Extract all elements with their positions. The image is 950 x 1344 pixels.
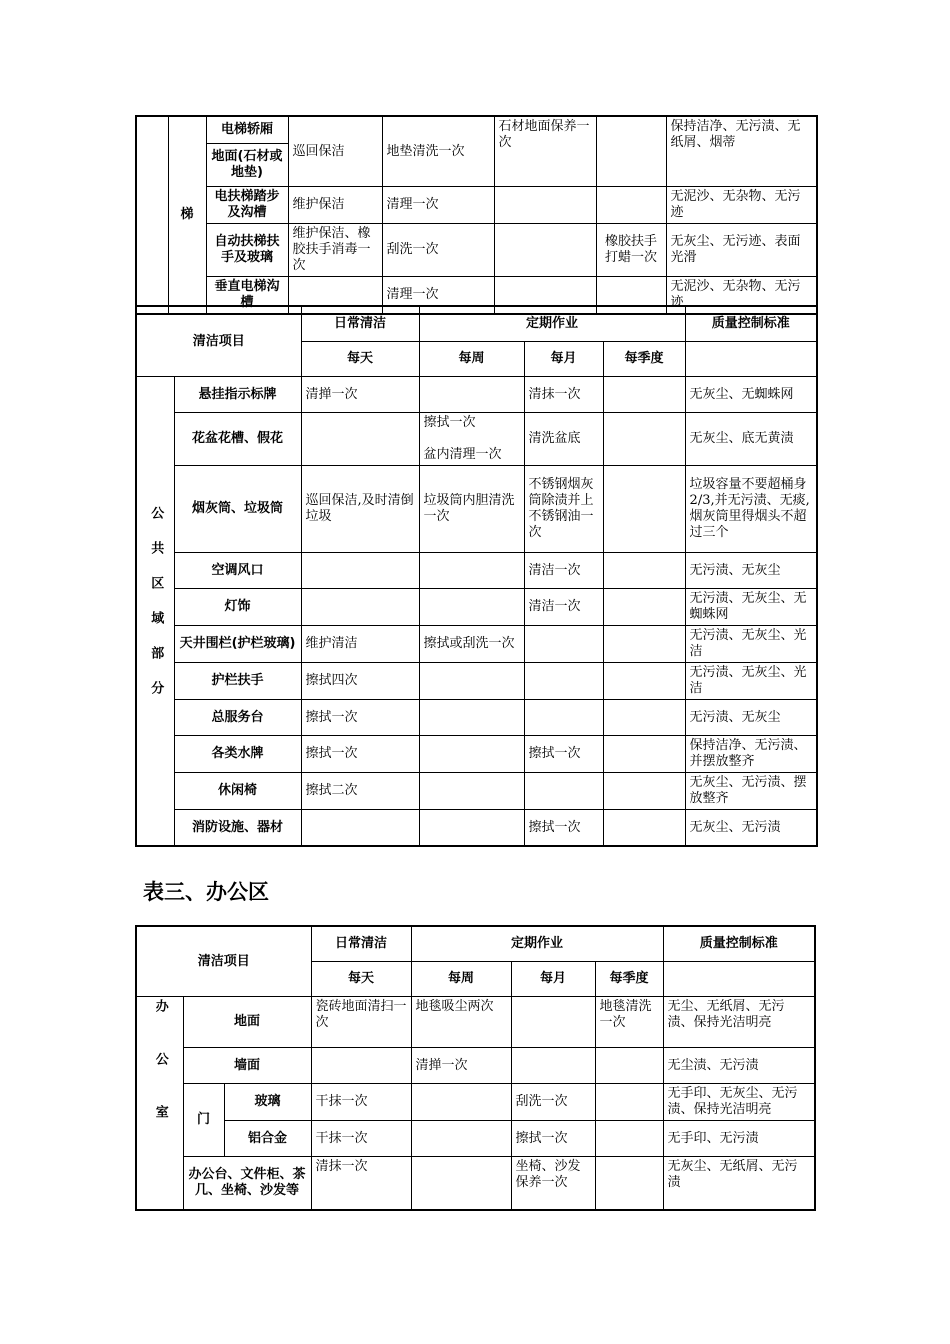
daily-cell: 瓷砖地面清扫一次 [311,997,411,1048]
header-periodic-group: 定期作业 [411,926,663,962]
monthly-cell [494,224,596,277]
monthly-cell: 清抹一次 [524,377,603,413]
monthly-cell: 清洁一次 [524,589,603,626]
weekly-cell [411,1121,511,1157]
standard-cell: 无手印、无灰尘、无污渍、保持光洁明亮 [663,1084,815,1121]
weekly-cell [411,1157,511,1211]
quarterly-cell [603,413,685,466]
office-cleaning-table [135,925,816,1211]
quarterly-cell [603,773,685,810]
monthly-cell: 刮洗一次 [511,1084,595,1121]
quarterly-cell [595,1157,663,1211]
quarterly-cell [603,663,685,700]
header-blank [685,342,817,377]
standard-cell: 无灰尘、无污迹、表面光滑 [666,224,817,277]
row-item: 空调风口 [174,553,301,589]
row-item: 护栏扶手 [174,663,301,700]
standard-cell: 无灰尘、无污渍、摆放整齐 [685,773,817,810]
monthly-cell: 清洗盆底 [524,413,603,466]
quarterly-cell [603,626,685,663]
elevator-cleaning-table [135,115,818,315]
group-label-public-area [136,377,174,847]
weekly-cell [419,663,524,700]
header-blank [663,962,815,997]
weekly-cell [419,810,524,847]
header-daily-group: 日常清洁 [311,926,411,962]
standard-cell: 无泥沙、无杂物、无污迹 [666,187,817,224]
group-label-text: 办公室 [152,999,168,1158]
standard-cell: 无污渍、无灰尘、无蜘蛛网 [685,589,817,626]
daily-cell: 巡回保洁 [288,116,382,187]
monthly-cell [524,773,603,810]
row-item: 墙面 [183,1048,311,1084]
row-item: 休闲椅 [174,773,301,810]
weekly-cell [419,377,524,413]
header-cleaning-item: 清洁项目 [136,306,301,377]
monthly-cell [511,1048,595,1084]
daily-cell: 维护清洁 [301,626,419,663]
standard-cell: 无灰尘、无蜘蛛网 [685,377,817,413]
header-daily: 每天 [301,342,419,377]
standard-cell: 垃圾容量不要超桶身2/3,并无污渍、无痰,烟灰筒里得烟头不超过三个 [685,466,817,553]
weekly-cell: 地毯吸尘两次 [411,997,511,1048]
daily-cell: 维护保洁 [288,187,382,224]
weekly-cell [419,773,524,810]
standard-cell: 无污渍、无灰尘、光洁 [685,663,817,700]
monthly-cell [494,187,596,224]
standard-cell: 无灰尘、无纸屑、无污渍 [663,1157,815,1211]
section-heading-office: 表三、办公区 [143,880,269,904]
standard-cell: 无手印、无污渍 [663,1121,815,1157]
standard-cell: 无污渍、无灰尘、光洁 [685,626,817,663]
daily-cell [311,1048,411,1084]
quarterly-cell [603,810,685,847]
row-item: 自动扶梯扶手及玻璃 [206,224,288,277]
daily-cell: 巡回保洁,及时清倒垃圾 [301,466,419,553]
weekly-cell [419,700,524,736]
weekly-cell [419,736,524,773]
daily-cell [301,810,419,847]
standard-cell: 无污渍、无灰尘 [685,700,817,736]
blank-cell [136,116,168,314]
quarterly-cell [603,700,685,736]
weekly-cell: 清理一次 [382,187,494,224]
quarterly-cell [595,1121,663,1157]
row-item: 花盆花槽、假花 [174,413,301,466]
header-quarterly: 每季度 [603,342,685,377]
weekly-cell: 擦拭或刮洗一次 [419,626,524,663]
header-daily: 每天 [311,962,411,997]
weekly-cell: 清理一次 [382,277,494,315]
quarterly-cell [595,1084,663,1121]
quarterly-cell [603,736,685,773]
monthly-cell: 擦拭一次 [524,810,603,847]
standard-cell: 保持洁净、无污渍、并摆放整齐 [685,736,817,773]
group-label-text: 公共区域部分 [148,506,164,716]
standard-cell: 无尘渍、无污渍 [663,1048,815,1084]
monthly-cell [524,663,603,700]
weekly-cell: 地垫清洗一次 [382,116,494,187]
quarterly-cell: 地毯清洗一次 [595,997,663,1048]
quarterly-cell [603,377,685,413]
row-item: 灯饰 [174,589,301,626]
row-item: 垂直电梯沟槽 [206,277,288,315]
weekly-cell [419,553,524,589]
weekly-cell [419,589,524,626]
header-weekly: 每周 [411,962,511,997]
header-monthly: 每月 [511,962,595,997]
daily-cell: 擦拭二次 [301,773,419,810]
header-monthly: 每月 [524,342,603,377]
row-item: 地面(石材或地垫) [206,144,288,187]
weekly-cell [411,1084,511,1121]
quarterly-cell [603,466,685,553]
monthly-cell [524,626,603,663]
row-item: 天井围栏(护栏玻璃) [174,626,301,663]
header-quality-standard: 质量控制标准 [663,926,815,962]
weekly-cell: 清掸一次 [411,1048,511,1084]
monthly-cell: 擦拭一次 [511,1121,595,1157]
monthly-cell [511,997,595,1048]
standard-cell: 无灰尘、底无黄渍 [685,413,817,466]
daily-cell: 擦拭四次 [301,663,419,700]
row-item: 玻璃 [224,1084,311,1121]
monthly-cell: 坐椅、沙发保养一次 [511,1157,595,1211]
quarterly-cell [596,116,666,187]
quarterly-cell: 橡胶扶手打蜡一次 [596,224,666,277]
header-quarterly: 每季度 [595,962,663,997]
header-cleaning-item: 清洁项目 [136,926,311,997]
group-label-elevator: 梯 [168,116,206,314]
monthly-cell: 不锈钢烟灰筒除渍并上不锈钢油一次 [524,466,603,553]
daily-cell: 清掸一次 [301,377,419,413]
monthly-cell: 清洁一次 [524,553,603,589]
row-item: 电扶梯踏步及沟槽 [206,187,288,224]
daily-cell: 干抹一次 [311,1084,411,1121]
row-item: 办公台、文件柜、茶几、坐椅、沙发等 [183,1157,311,1211]
public-area-cleaning-table [135,305,818,847]
standard-cell: 无污渍、无灰尘 [685,553,817,589]
daily-cell: 擦拭一次 [301,700,419,736]
daily-cell [301,553,419,589]
row-item: 悬挂指示标牌 [174,377,301,413]
daily-cell: 干抹一次 [311,1121,411,1157]
daily-cell [301,589,419,626]
standard-cell: 保持洁净、无污渍、无纸屑、烟蒂 [666,116,817,187]
group-label-office [136,997,183,1211]
quarterly-cell [603,589,685,626]
quarterly-cell [595,1048,663,1084]
row-item: 电梯轿厢 [206,116,288,144]
row-item: 地面 [183,997,311,1048]
row-item: 消防设施、器材 [174,810,301,847]
header-daily-group: 日常清洁 [301,306,419,342]
weekly-cell: 刮洗一次 [382,224,494,277]
monthly-cell: 石材地面保养一次 [494,116,596,187]
daily-cell: 维护保洁、橡胶扶手消毒一次 [288,224,382,277]
row-item: 烟灰筒、垃圾筒 [174,466,301,553]
quarterly-cell [603,553,685,589]
daily-cell [301,413,419,466]
header-weekly: 每周 [419,342,524,377]
door-label: 门 [183,1084,224,1157]
row-item: 总服务台 [174,700,301,736]
quarterly-cell [596,187,666,224]
row-item: 铝合金 [224,1121,311,1157]
row-item: 各类水牌 [174,736,301,773]
header-quality-standard: 质量控制标准 [685,306,817,342]
header-periodic-group: 定期作业 [419,306,685,342]
monthly-cell [524,700,603,736]
standard-cell: 无灰尘、无污渍 [685,810,817,847]
standard-cell: 无尘、无纸屑、无污渍、保持光洁明亮 [663,997,815,1048]
daily-cell: 擦拭一次 [301,736,419,773]
standard-cell: 无泥沙、无杂物、无污迹 [666,277,817,315]
weekly-cell: 擦拭一次 盆内清理一次 [419,413,524,466]
monthly-cell: 擦拭一次 [524,736,603,773]
weekly-cell: 垃圾筒内胆清洗一次 [419,466,524,553]
daily-cell: 清抹一次 [311,1157,411,1211]
